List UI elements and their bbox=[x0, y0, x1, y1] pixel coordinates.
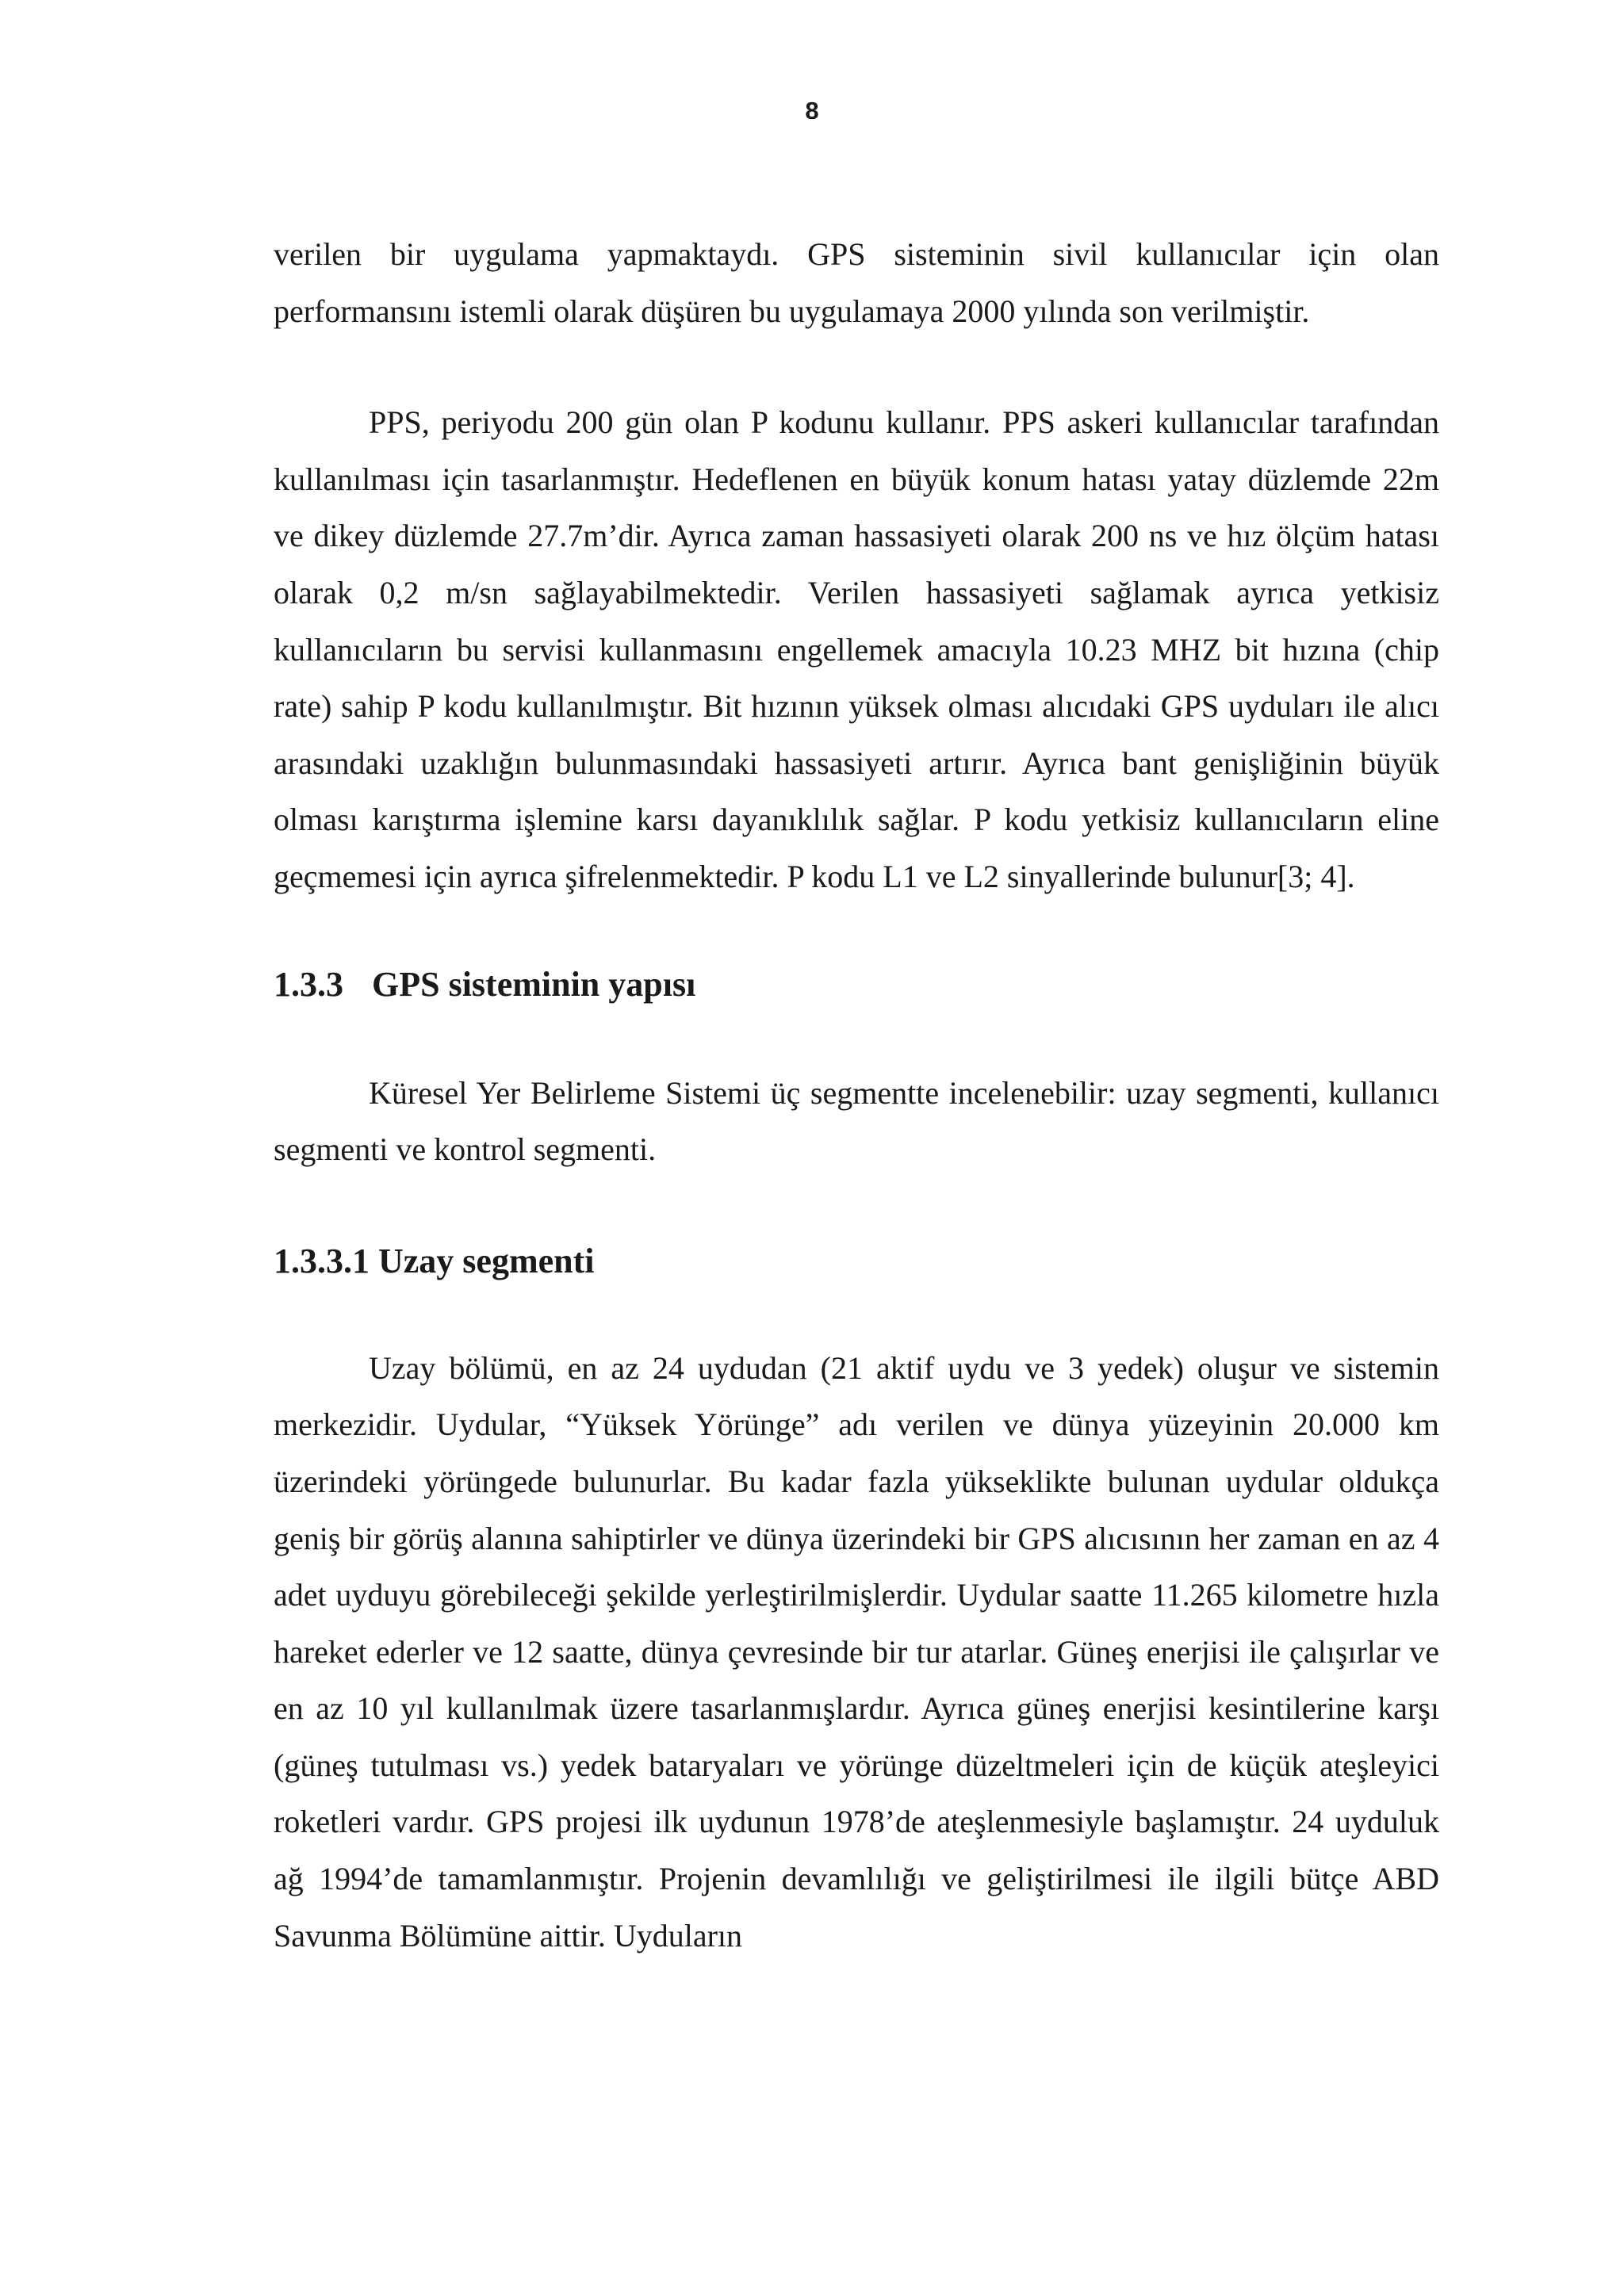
section-number: 1.3.3 bbox=[274, 964, 343, 1004]
paragraph-space-segment: Uzay bölümü, en az 24 uydudan (21 aktif uydu ve 3 yedek) oluşur ve sistemin merkezidir. Uydular, “Yüksek Yörünge” adı verilen ve dünya yüzeyinin 20.000 km üzerindeki yörüngede bulunurlar. Bu kadar fazla yükseklikte bulunan uydular oldukça geniş bir görüş alanına sahiptirler ve dünya üzerindeki bir GPS alıcısının her zaman en az 4 adet uyduyu görebileceği şekilde yerleştirilmişlerdir. Uydular saatte 11.265 kilometre hızla hareket ederler ve 12 saatte, dünya çevresinde bir tur atarlar. Güneş enerjisi ile çalışırlar ve en az 10 yıl kullanılmak üzere tasarlanmışlardır. Ayrıca güneş enerjisi kesintilerine karşı (güneş tutulması vs.) yedek bataryaları ve yörünge düzeltmeleri için de küçük ateşleyici roketleri vardır. GPS projesi ilk uydunun 1978’de ateşlenmesiyle başlamıştır. 24 uyduluk ağ 1994’de tamamlanmıştır. Projenin devamlılığı ve geliştirilmesi ile ilgili bütçe ABD Savunma Bölümüne aittir. Uyduların bbox=[274, 1349, 1439, 1954]
page-number: 8 bbox=[805, 97, 819, 124]
subsection-heading-space-segment: 1.3.3.1 Uzay segmenti bbox=[274, 1241, 595, 1280]
section-title: GPS sisteminin yapısı bbox=[372, 964, 696, 1004]
section-heading-gps-structure bbox=[274, 961, 1439, 1008]
page-body bbox=[274, 226, 1439, 1964]
paragraph-continuation: verilen bir uygulama yapmaktaydı. GPS sisteminin sivil kullanıcılar için olan performansını istemli olarak düşüren bu uygulamaya 2000 yılında son verilmiştir. bbox=[274, 236, 1439, 329]
paragraph-pps: PPS, periyodu 200 gün olan P kodunu kullanır. PPS askeri kullanıcılar tarafından kullanılması için tasarlanmıştır. Hedeflenen en büyük konum hatası yatay düzlemde 22m ve dikey düzlemde 27.7m’dir. Ayrıca zaman hassasiyeti olarak 200 ns ve hız ölçüm hatası olarak 0,2 m/sn sağlayabilmektedir. Verilen hassasiyeti sağlamak ayrıca yetkisiz kullanıcıların bu servisi kullanmasını engellemek amacıyla 10.23 MHZ bit hızına (chip rate) sahip P kodu kullanılmıştır. Bit hızının yüksek olması alıcıdaki GPS uyduları ile alıcı arasındaki uzaklığın bulunmasındaki hassasiyeti artırır. Ayrıca bant genişliğinin büyük olması karıştırma işlemine karsı dayanıklılık sağlar. P kodu yetkisiz kullanıcıların eline geçmemesi için ayrıca şifrelenmektedir. P kodu L1 ve L2 sinyallerinde bulunur[3; 4]. bbox=[274, 404, 1439, 894]
paragraph-segments: Küresel Yer Belirleme Sistemi üç segmentte incelenebilir: uzay segmenti, kullanıcı segmenti ve kontrol segmenti. bbox=[274, 1074, 1439, 1168]
